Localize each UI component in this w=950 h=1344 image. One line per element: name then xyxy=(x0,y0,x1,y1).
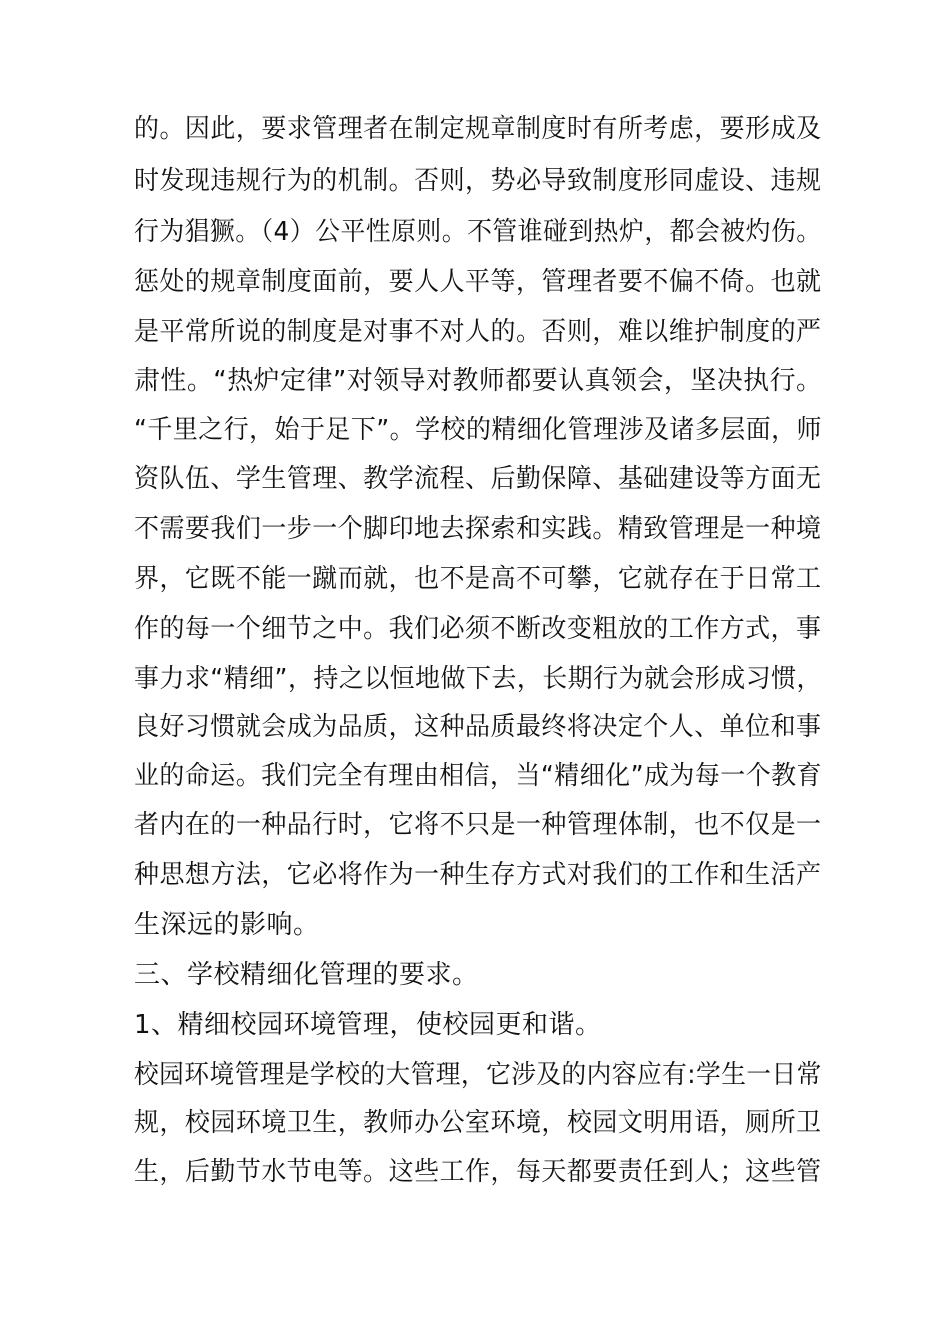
text-line: 者内在的一种品行时，它将不只是一种管理体制，也不仅是一 xyxy=(134,810,822,840)
text-line: 生，后勤节水节电等。这些工作，每天都要责任到人；这些管 xyxy=(134,1157,822,1187)
text-line: 业的命运。我们完全有理由相信，当“精细化”成为每一个教育 xyxy=(134,761,822,791)
text-line: 界，它既不能一蹴而就，也不是高不可攀，它就存在于日常工 xyxy=(134,564,822,594)
text-line: 良好习惯就会成为品质，这种品质最终将决定个人、单位和事 xyxy=(134,712,822,742)
text-line: 种思想方法，它必将作为一种生存方式对我们的工作和生活产 xyxy=(134,860,822,890)
text-line: 校园环境管理是学校的大管理，它涉及的内容应有:学生一日常 xyxy=(134,1060,822,1090)
text-line: 不需要我们一步一个脚印地去探索和实践。精致管理是一种境 xyxy=(134,514,822,544)
text-line: 肃性。“热炉定律”对领导对教师都要认真领会，坚决执行。 xyxy=(134,366,823,396)
text-line: 的。因此，要求管理者在制定规章制度时有所考虑，要形成及 xyxy=(134,114,822,144)
text-line: 生深远的影响。 xyxy=(134,910,320,940)
subsection-heading: 1、精细校园环境管理，使校园更和谐。 xyxy=(134,1010,602,1040)
text-line: 事力求“精细”，持之以恒地做下去，长期行为就会形成习惯， xyxy=(134,664,822,694)
section-heading: 三、学校精细化管理的要求。 xyxy=(134,960,479,990)
text-line: 是平常所说的制度是对事不对人的。否则，难以维护制度的严 xyxy=(134,317,822,347)
text-line: 时发现违规行为的机制。否则，势必导致制度形同虚设、违规 xyxy=(134,166,822,196)
text-line: 行为猖獗。（4）公平性原则。不管谁碰到热炉，都会被灼伤。 xyxy=(134,217,822,247)
text-line: 作的每一个细节之中。我们必须不断改变粗放的工作方式，事 xyxy=(134,614,822,644)
text-line: 惩处的规章制度面前，要人人平等，管理者要不偏不倚。也就 xyxy=(134,267,822,297)
text-line: 规，校园环境卫生，教师办公室环境，校园文明用语，厕所卫 xyxy=(134,1108,822,1138)
text-line: “千里之行，始于足下”。学校的精细化管理涉及诸多层面，师 xyxy=(134,415,822,445)
text-line: 资队伍、学生管理、教学流程、后勤保障、基础建设等方面无 xyxy=(134,464,822,494)
